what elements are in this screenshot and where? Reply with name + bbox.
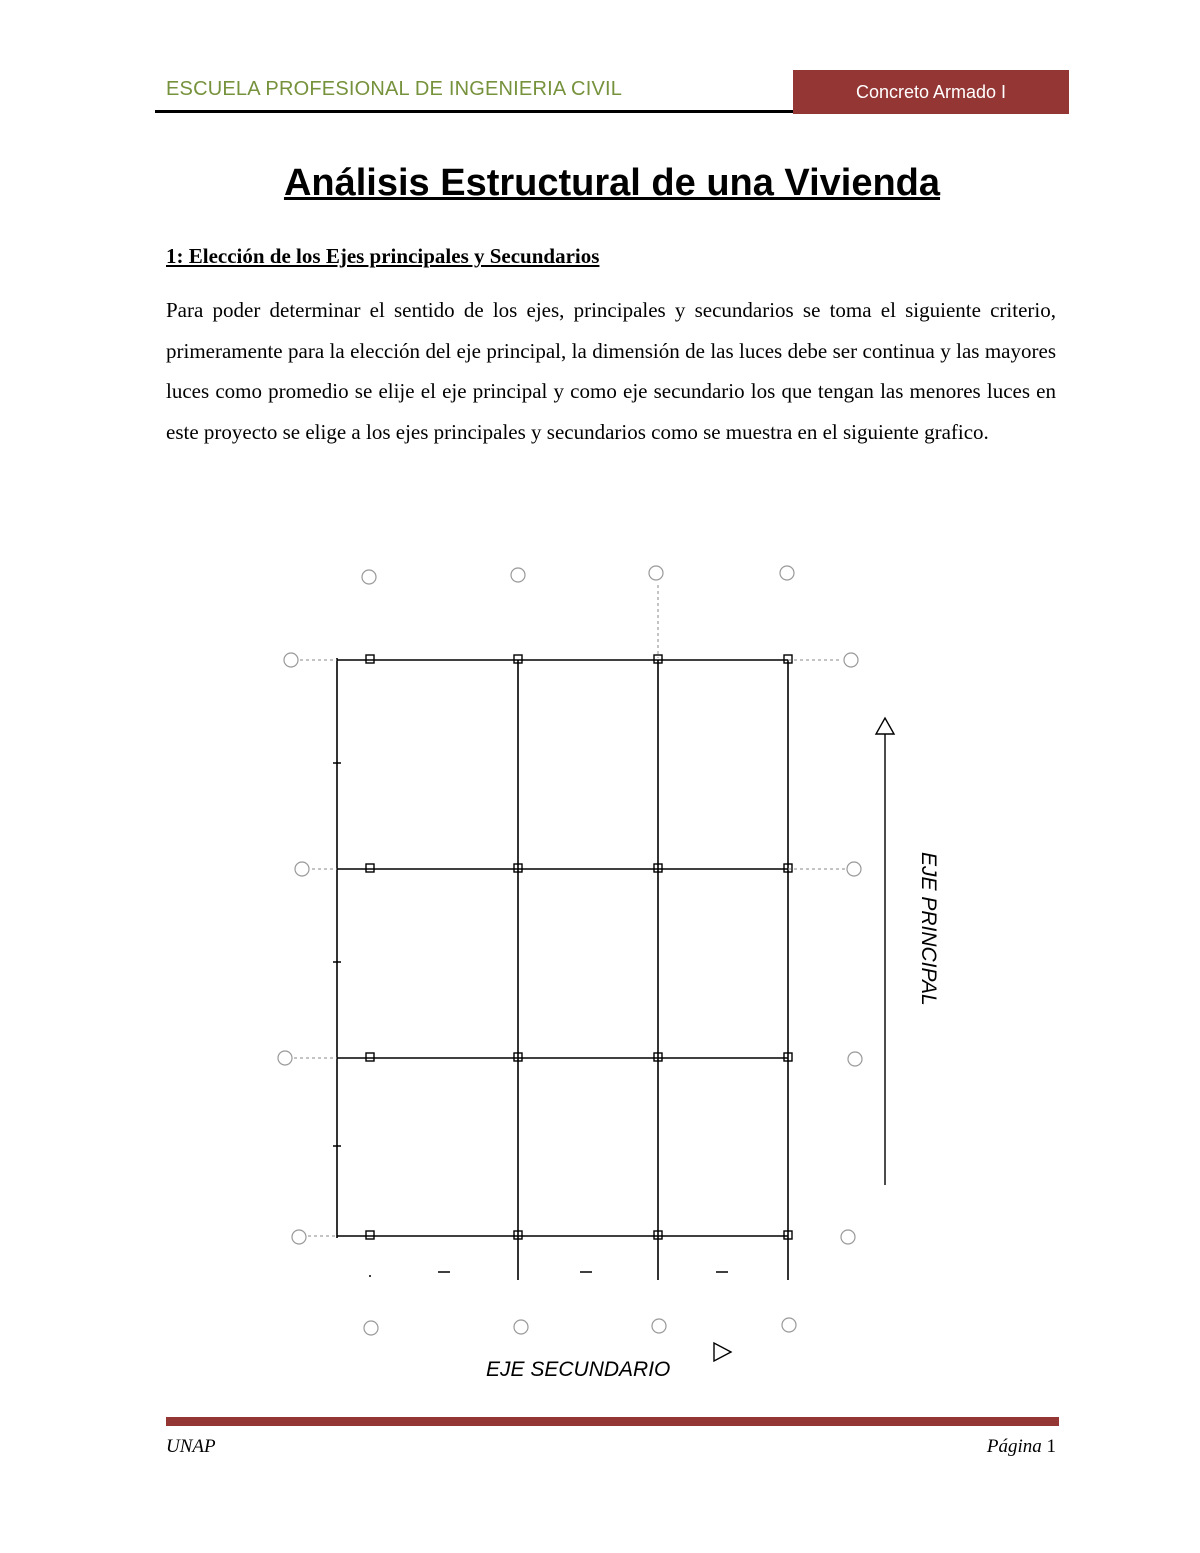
section-heading: 1: Elección de los Ejes principales y Secundarios [166,244,600,268]
section-paragraph: Para poder determinar el sentido de los ejes, principales y secundarios se toma el siguiente criterio, primeramente para la elección del eje principal, la dimensión de las luces debe ser continua y las mayores luces como promedio se elije el eje principal y como eje secundario los que tengan las menores luces en este proyecto se elige a los ejes principales y secundarios como se muestra en el siguiente grafico. [166,298,1056,444]
page-title: Análisis Estructural de una Vivienda [283,162,941,204]
axis-extension-lines [294,585,845,1236]
footer-page [987,1436,1056,1458]
footer-institution: UNAP [166,1436,216,1457]
secondary-axis-arrow [714,1343,731,1361]
footer-rule [166,1417,1059,1426]
axis-bubbles [278,566,862,1335]
label-eje-principal: EJE PRINCIPAL [917,852,940,1006]
header-course: Concreto Armado I [855,81,1007,102]
label-eje-secundario: EJE SECUNDARIO [486,1358,671,1381]
columns [366,655,792,1239]
structural-grid [337,658,788,1280]
principal-axis-arrow [876,718,894,1185]
footer-page-number: 1 [1046,1436,1056,1457]
dimension-ticks [333,763,728,1276]
footer-page-word: Página [986,1436,1042,1457]
header-school: ESCUELA PROFESIONAL DE INGENIERIA CIVIL [166,78,623,100]
